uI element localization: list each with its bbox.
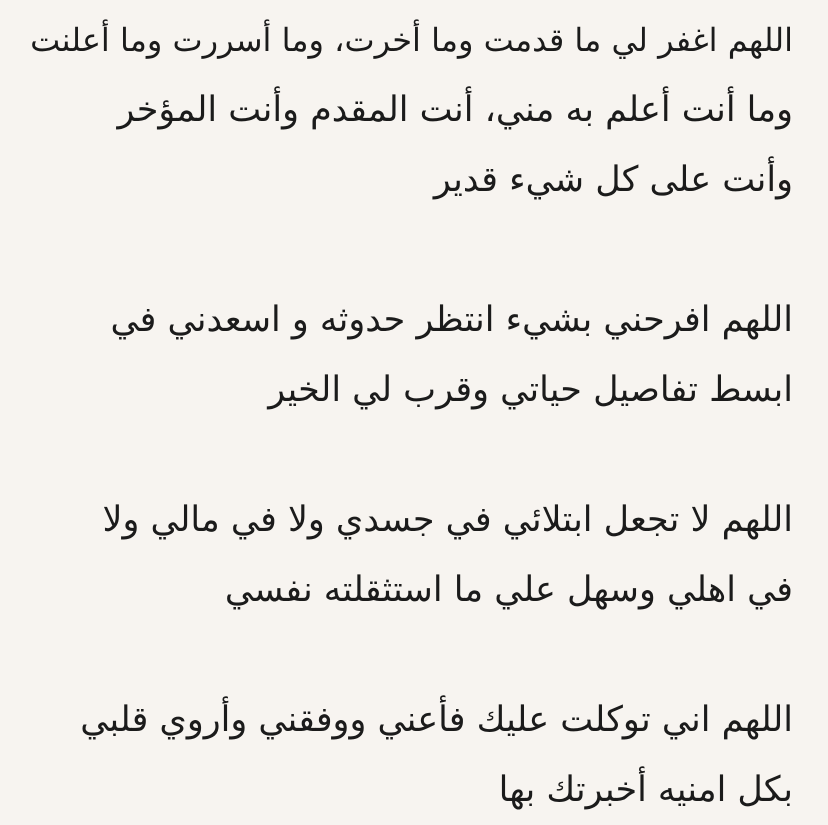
dua-paragraph-1	[20, 5, 793, 215]
text-line: وما أنت أعلم به مني، أنت المقدم وأنت المؤخر	[117, 90, 793, 130]
text-line: اللهم اني توكلت عليك فأعني ووفقني وأروي قلبي	[80, 700, 793, 740]
text-line: بكل امنيه أخبرتك بها	[498, 770, 793, 810]
dua-paragraph-2	[20, 285, 793, 425]
text-line: اللهم لا تجعل ابتلائي في جسدي ولا في مالي ولا	[102, 500, 793, 540]
dua-paragraph-4	[20, 685, 793, 825]
text-line: اللهم افرحني بشيء انتظر حدوثه و اسعدني في	[110, 300, 793, 340]
text-line: وأنت على كل شيء قدير	[433, 160, 793, 200]
text-line: في اهلي وسهل علي ما استثقلته نفسي	[224, 570, 793, 610]
dua-paragraph-3	[20, 485, 793, 625]
text-line: ابسط تفاصيل حياتي وقرب لي الخير	[268, 370, 793, 410]
text-line: اللهم اغفر لي ما قدمت وما أخرت، وما أسررت وما أعلنت	[30, 21, 793, 59]
